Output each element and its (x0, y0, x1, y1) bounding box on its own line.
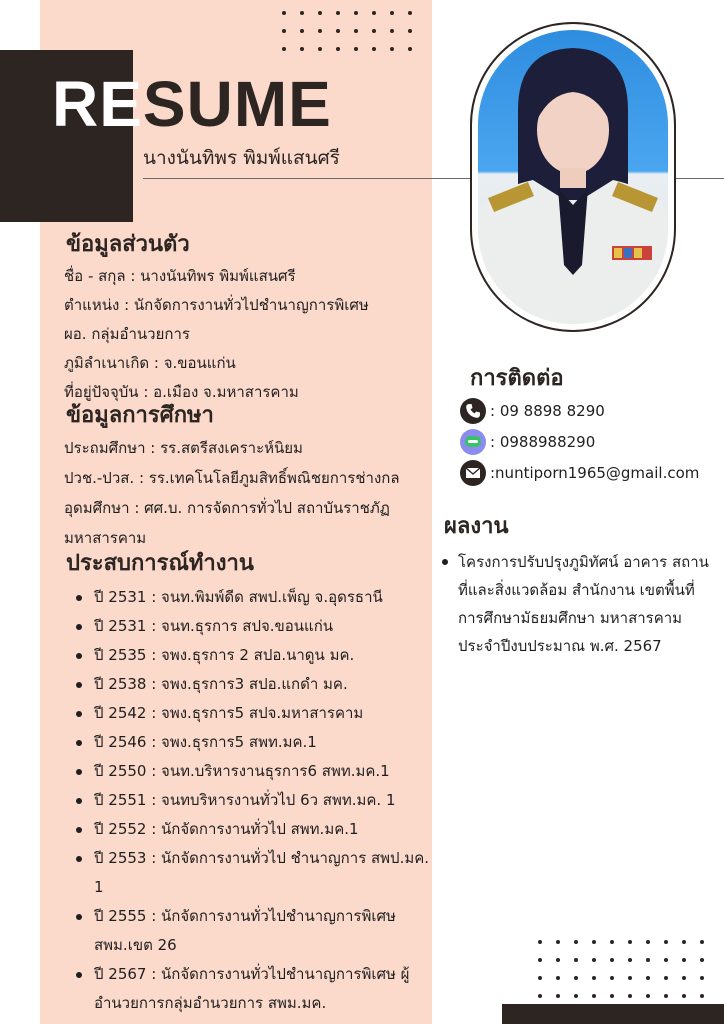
contact-line-id: : 0988988290 (490, 433, 596, 451)
list-item: ปี 2550 : จนท.บริหารงานธุรการ6 สพท.มค.1 (74, 757, 434, 786)
contact-phone-row (460, 398, 605, 424)
personal-line-address: ที่อยู่ปัจจุบัน : อ.เมือง จ.มหาสารคาม (64, 383, 299, 401)
profile-photo-frame (470, 22, 676, 332)
experience-list (74, 583, 434, 1018)
list-item: ปี 2546 : จพง.ธุรการ5 สพท.มค.1 (74, 728, 434, 757)
resume-title: RESUME (52, 68, 332, 140)
education-heading: ข้อมูลการศึกษา (66, 403, 214, 428)
person-illustration (478, 30, 668, 324)
personal-line-name: ชื่อ - สกุล : นางนันทิพร พิมพ์แสนศรี (64, 267, 296, 285)
decorative-dots-top (282, 11, 412, 51)
experience-heading: ประสบการณ์ทำงาน (66, 551, 254, 576)
list-item: ปี 2552 : นักจัดการงานทั่วไป สพท.มค.1 (74, 815, 434, 844)
list-item: ปี 2531 : จนท.ธุรการ สปจ.ขอนแก่น (74, 612, 434, 641)
personal-line-group: ผอ. กลุ่มอำนวยการ (64, 325, 190, 343)
contact-email: :nuntiporn1965@gmail.com (490, 464, 700, 482)
works-heading: ผลงาน (444, 514, 509, 539)
list-item: ปี 2535 : จพง.ธุรการ 2 สปอ.นาดูน มค. (74, 641, 434, 670)
education-line-university: อุดมศึกษา : ศศ.บ. การจัดการทั่วไป สถาบันราชภัฏ (64, 499, 390, 517)
personal-info-heading: ข้อมูลส่วนตัว (66, 232, 190, 257)
list-item: ปี 2542 : จพง.ธุรการ5 สปจ.มหาสารคาม (74, 699, 434, 728)
contact-email-row (460, 460, 699, 486)
contact-line-row (460, 429, 595, 455)
list-item: ปี 2551 : จนทบริหารงานทั่วไป 6ว สพท.มค. 1 (74, 786, 434, 815)
contact-phone: : 09 8898 8290 (490, 402, 605, 420)
personal-line-position: ตำแหน่ง : นักจัดการงานทั่วไปชำนาญการพิเศษ (64, 296, 369, 314)
line-app-icon (460, 429, 486, 455)
list-item: ปี 2555 : นักจัดการงานทั่วไปชำนาญการพิเศษ สพม.เขต 26 (74, 902, 434, 960)
education-line-primary: ประถมศึกษา : รร.สตรีสงเคราะห์นิยม (64, 439, 303, 457)
list-item: ปี 2553 : นักจัดการงานทั่วไป ชำนาญการ สพป.มค. 1 (74, 844, 434, 902)
bottom-accent-bar (502, 1004, 724, 1024)
email-icon (460, 460, 486, 486)
candidate-name: นางนันทิพร พิมพ์แสนศรี (143, 147, 340, 169)
list-item: ปี 2531 : จนท.พิมพ์ดีด สพป.เพ็ญ จ.อุดรธานี (74, 583, 434, 612)
personal-line-birthplace: ภูมิลำเนาเกิด : จ.ขอนแก่น (64, 354, 236, 372)
education-line-university-cont: มหาสารคาม (64, 529, 147, 547)
decorative-dots-bottom (538, 940, 704, 998)
list-item: ปี 2538 : จพง.ธุรการ3 สปอ.แกดำ มค. (74, 670, 434, 699)
profile-photo (478, 30, 668, 324)
list-item: โครงการปรับปรุงภูมิทัศน์ อาคาร สถานที่และสิ่งแวดล้อม สำนักงาน เขตพื้นที่การศึกษามัธยมศึกษา มหาสารคาม ประจำปีงบประมาณ พ.ศ. 2567 (440, 548, 710, 660)
contact-heading: การติดต่อ (470, 366, 564, 391)
phone-icon (460, 398, 486, 424)
works-list (440, 548, 710, 660)
list-item: ปี 2567 : นักจัดการงานทั่วไปชำนาญการพิเศษ ผู้อำนวยการกลุ่มอำนวยการ สพม.มค. (74, 960, 434, 1018)
education-line-vocational: ปวช.-ปวส. : รร.เทคโนโลยีภูมสิทธิ์พณิชยการช่างกล (64, 469, 400, 487)
